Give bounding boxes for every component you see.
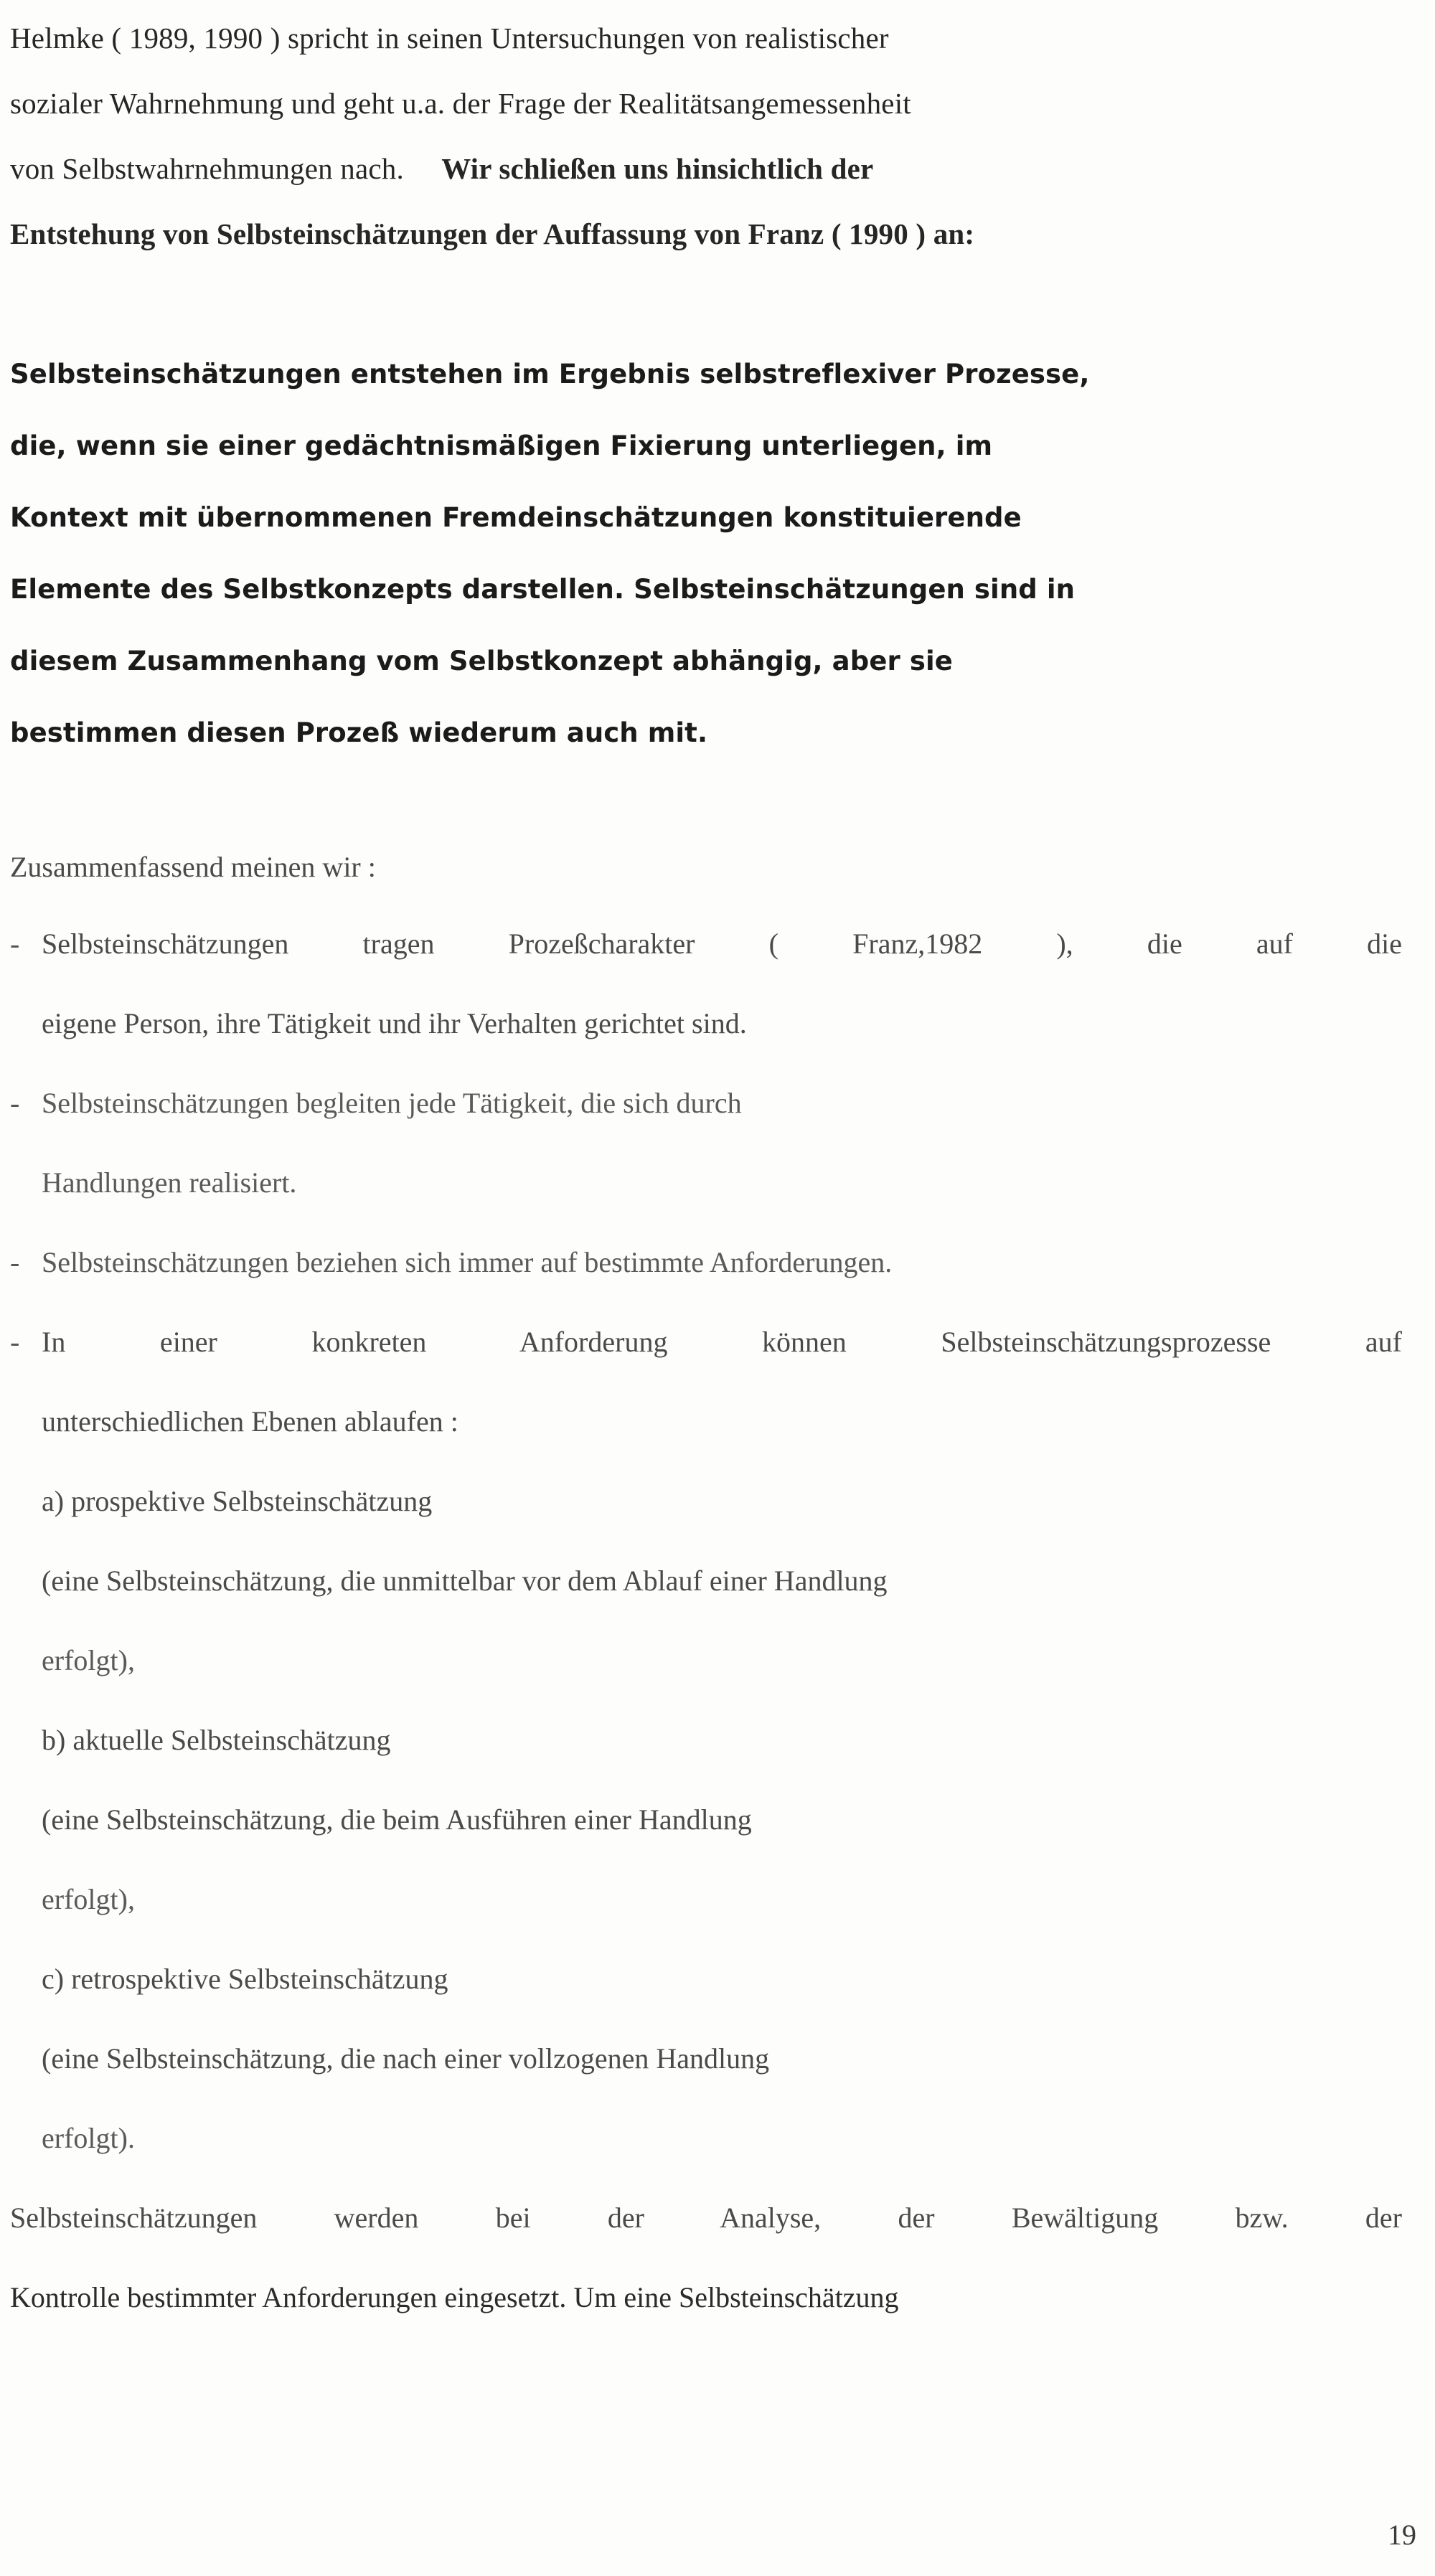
sub-item: c) retrospektive Selbsteinschätzung: [42, 1963, 448, 1995]
sub-item: erfolgt).: [42, 2122, 135, 2154]
list-item: [10, 904, 1402, 1063]
sub-item: (eine Selbsteinschätzung, die nach einer vollzogenen Handlung: [42, 2042, 770, 2075]
sub-item: erfolgt),: [42, 1883, 135, 1915]
list-item: [10, 1302, 1402, 1461]
list-item: [10, 1063, 1402, 1222]
list-item-line: unterschiedlichen Ebenen ablaufen :: [42, 1405, 458, 1438]
list-item-line: Selbsteinschätzungen tragen Prozeßcharakter ( Franz,1982 ), die auf die: [42, 928, 1402, 960]
quote-line-3: Kontext mit übernommenen Fremdeinschätzungen konstituierende: [10, 502, 1022, 533]
closing-line-1: Selbsteinschätzungen werden bei der Analyse, der Bewältigung bzw. der: [10, 2202, 1402, 2234]
list-item-line: In einer konkreten Anforderung können Selbsteinschätzungsprozesse auf: [42, 1326, 1402, 1358]
list-item-line: eigene Person, ihre Tätigkeit und ihr Verhalten gerichtet sind.: [42, 1007, 747, 1039]
block-quote: [10, 339, 1402, 769]
closing-paragraph: [10, 2178, 1402, 2337]
summary-lead: Zusammenfassend meinen wir :: [10, 851, 376, 883]
intro-line-3: [10, 136, 1402, 202]
intro-line-2: sozialer Wahrnehmung und geht u.a. der Frage der Realitätsangemessenheit: [10, 87, 911, 120]
list-item-line: Selbsteinschätzungen begleiten jede Tätigkeit, die sich durch: [42, 1087, 742, 1119]
sub-item-list: [10, 1461, 1402, 2178]
list-item-line: Handlungen realisiert.: [42, 1166, 297, 1199]
list-item-line: Selbsteinschätzungen beziehen sich immer auf bestimmte Anforderungen.: [42, 1246, 893, 1278]
quote-line-4: Elemente des Selbstkonzepts darstellen. Selbsteinschätzungen sind in: [10, 574, 1076, 605]
quote-line-5: diesem Zusammenhang vom Selbstkonzept abhängig, aber sie: [10, 646, 953, 676]
intro-line-3-bold: Wir schließen uns hinsichtlich der: [441, 152, 874, 185]
page-content: [10, 6, 1402, 2337]
bullet-list: [10, 904, 1402, 2178]
bullet-dash: -: [10, 928, 20, 960]
sub-item: (eine Selbsteinschätzung, die beim Ausführen einer Handlung: [42, 1803, 752, 1836]
sub-item: erfolgt),: [42, 1644, 135, 1676]
bullet-dash: -: [10, 1326, 20, 1358]
bullet-dash: -: [10, 1246, 20, 1278]
intro-paragraph: [10, 6, 1402, 267]
quote-line-2: die, wenn sie einer gedächtnismäßigen Fixierung unterliegen, im: [10, 430, 993, 461]
quote-line-1: Selbsteinschätzungen entstehen im Ergebnis selbstreflexiver Prozesse,: [10, 359, 1090, 390]
closing-line-2: Kontrolle bestimmter Anforderungen eingesetzt. Um eine Selbsteinschätzung: [10, 2281, 899, 2313]
intro-line-4-bold: Entstehung von Selbsteinschätzungen der Auffassung von Franz ( 1990 ) an:: [10, 217, 975, 250]
intro-line-1: Helmke ( 1989, 1990 ) spricht in seinen Untersuchungen von realistischer: [10, 22, 889, 55]
sub-item: (eine Selbsteinschätzung, die unmittelbar vor dem Ablauf einer Handlung: [42, 1565, 888, 1597]
sub-item: a) prospektive Selbsteinschätzung: [42, 1485, 433, 1517]
page-number: 19: [1388, 2519, 1416, 2551]
list-item: [10, 1222, 1402, 1302]
sub-item: b) aktuelle Selbsteinschätzung: [42, 1724, 391, 1756]
quote-line-6: bestimmen diesen Prozeß wiederum auch mit.: [10, 717, 708, 748]
intro-line-3-text: von Selbstwahrnehmungen nach.: [10, 152, 404, 185]
bullet-dash: -: [10, 1087, 20, 1119]
